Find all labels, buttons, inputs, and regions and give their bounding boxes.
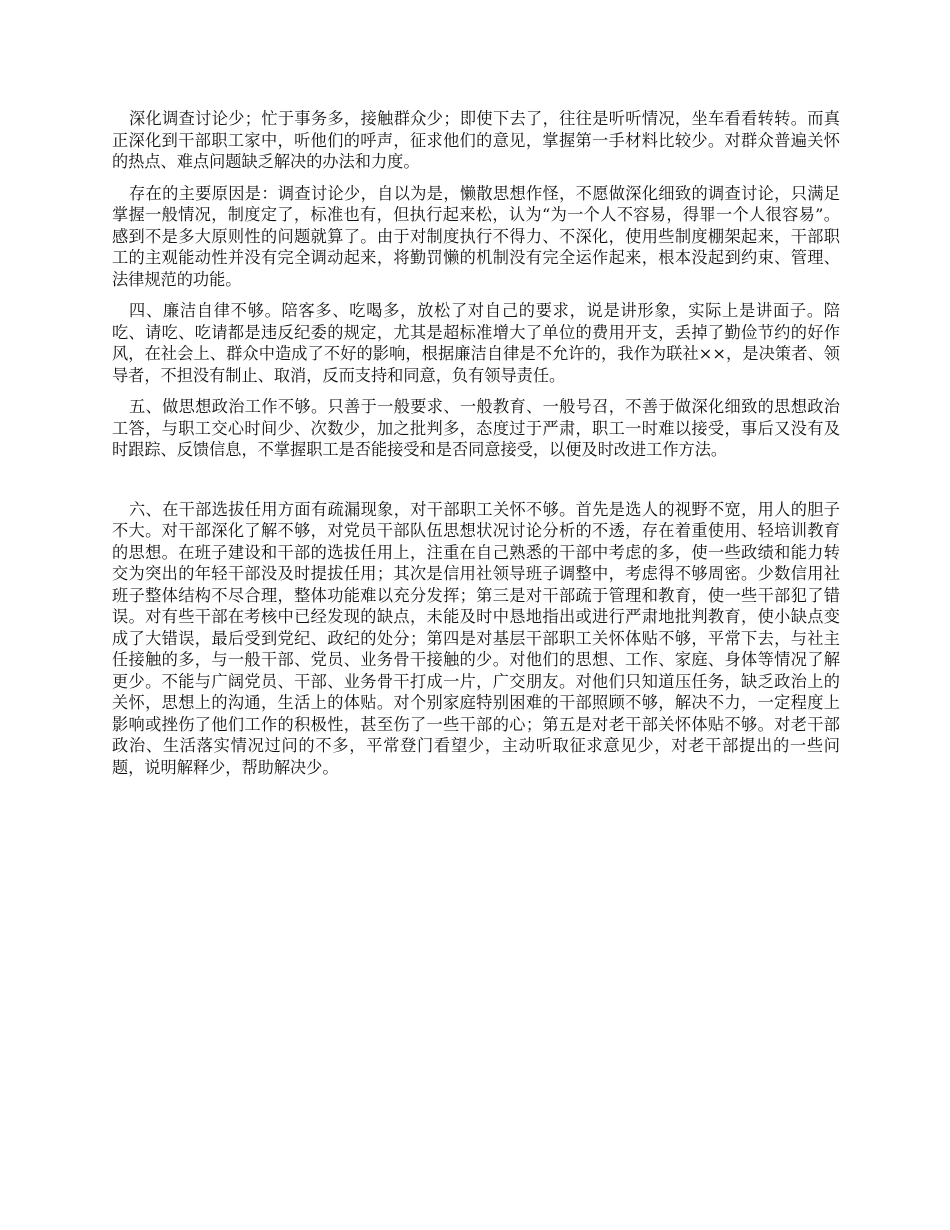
paragraph-main-reasons: 存在的主要原因是：调查讨论少，自以为是，懒散思想作怪，不愿做深化细致的调查讨论，只满足掌握一般情况，制度定了，标准也有，但执行起来松，认为“为一个人不容易，得罪一个人很容易”。感到不是多大原则性的问题就算了。由于对制度执行不得力、不深化，使用些制度棚架起来，干部职工的主观能动性并没有完全调动起来，将勤罚懒的机制没有完全运作起来，根本没起到约束、管理、法律规范的功能。 [112,183,840,289]
paragraph-integrity-self-discipline: 四、廉洁自律不够。陪客多、吃喝多，放松了对自己的要求，说是讲形象，实际上是讲面子。陪吃、请吃、吃请都是违反纪委的规定，尤其是超标准增大了单位的费用开支，丢掉了勤俭节约的好作风，在社会上、群众中造成了不好的影响，根据廉洁自律是不允许的，我作为联社××，是决策者、领导者，不担没有制止、取消，反而支持和同意，负有领导责任。 [112,301,840,385]
paragraph-political-work: 五、做思想政治工作不够。只善于一般要求、一般教育、一般号召，不善于做深化细致的思想政治工答，与职工交心时间少、次数少，加之批判多，态度过于严肃，职工一时难以接受，事后又没有及时跟踪、反馈信息，不掌握职工是否能接受和是否同意接受，以便及时改进工作方法。 [112,397,840,459]
paragraph-cadre-selection: 六、在干部选拔任用方面有疏漏现象，对干部职工关怀不够。首先是选人的视野不宽，用人的胆子不大。对干部深化了解不够，对党员干部队伍思想状况讨论分析的不透，存在着重使用、轻培训教育的思想。在班子建设和干部的选拔任用上，注重在自己熟悉的干部中考虑的多，使一些政绩和能力转交为突出的年轻干部没及时提拔任用；其次是信用社领导班子调整中，考虑得不够周密。少数信用社班子整体结构不尽合理，整体功能难以充分发挥；第三是对干部疏于管理和教育，使一些干部犯了错误。对有些干部在考核中已经发现的缺点，未能及时中恳地指出或进行严肃地批判教育，使小缺点变成了大错误，最后受到党纪、政纪的处分；第四是对基层干部职工关怀体贴不够，平常下去，与社主任接触的多，与一般干部、党员、业务骨干接触的少。对他们的思想、工作、家庭、身体等情况了解更少。不能与广阔党员、干部、业务骨干打成一片，广交朋友。对他们只知道压任务，缺乏政治上的关怀，思想上的沟通，生活上的体贴。对个别家庭特别困难的干部照顾不够，解决不力，一定程度上影响或挫伤了他们工作的积极性，甚至伤了一些干部的心；第五是对老干部关怀体贴不够。对老干部政治、生活落实情况过问的不多，平常登门看望少，主动听取征求意见少，对老干部提出的一些问题，说明解释少，帮助解决少。 [112,499,840,777]
document-page [112,108,840,788]
paragraph-investigation: 深化调查讨论少；忙于事务多，接触群众少；即使下去了，往往是听听情况，坐车看看转转。而真正深化到干部职工家中，听他们的呼声，征求他们的意见，掌握第一手材料比较少。对群众普遍关怀的热点、难点问题缺乏解决的办法和力度。 [112,109,840,171]
